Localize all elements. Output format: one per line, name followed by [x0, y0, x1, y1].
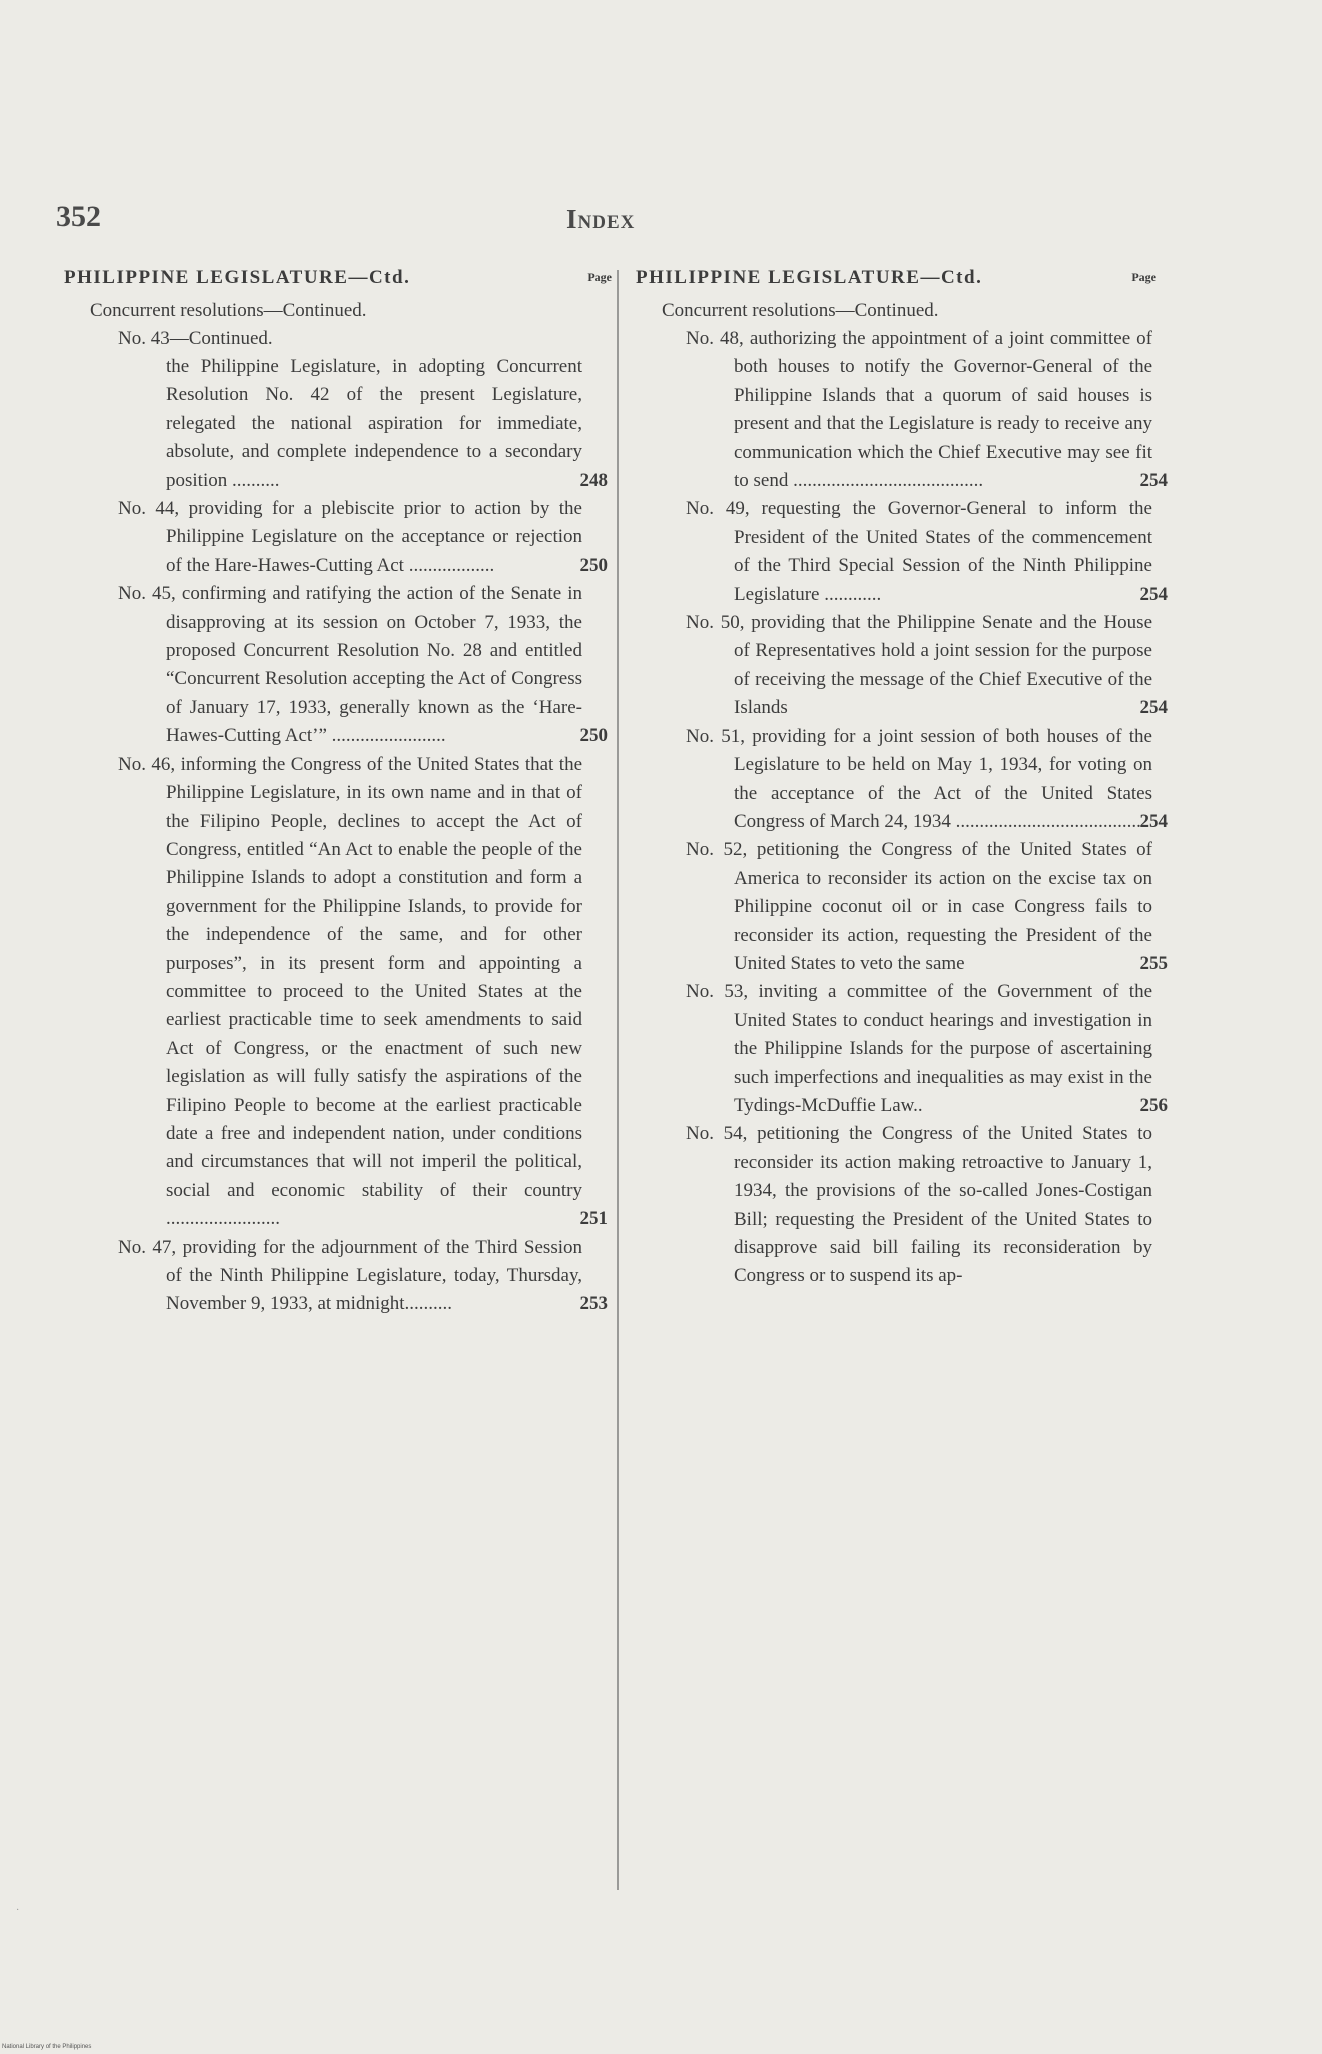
- index-entry: [636, 836, 1168, 978]
- index-entry-continuation: [64, 353, 608, 495]
- entry-text: No. 48, authorizing the appointment of a joint committee of both houses to notify the Governor-General of the Philippine Islands that a quorum of said houses is present and that the Legislature is ready to receive any communication which the Chief Executive may see fit to send ........................................: [686, 328, 1152, 492]
- entry-page: 248: [579, 469, 608, 491]
- entry-text: No. 49, requesting the Governor-General to inform the President of the United States of the commencement of the Third Special Session of the Ninth Philippine Legislature ............: [686, 498, 1152, 605]
- right-column-heading: PHILIPPINE LEGISLATURE—Ctd.: [636, 267, 983, 288]
- entry-page: 256: [1139, 1094, 1168, 1116]
- left-lead-entry: No. 43—Continued.: [118, 328, 273, 349]
- left-column: [64, 267, 612, 1319]
- index-entry: [64, 1234, 608, 1319]
- entry-text: No. 52, petitioning the Congress of the United States of America to reconsider its action on the excise tax on Philippine coconut oil or in case Congress fails to reconsider its action, requesting the President of the United States to veto the same: [686, 839, 1152, 974]
- entry-text: No. 45, confirming and ratifying the action of the Senate in disapproving at its session on October 7, 1933, the proposed Concurrent Resolution No. 28 and entitled “Concurrent Resolution accepting the Act of Congress of January 17, 1933, generally known as the ‘Hare-Hawes-Cutting Act’” ........................: [118, 583, 582, 747]
- entry-page: 254: [1139, 470, 1168, 492]
- entry-text: the Philippine Legislature, in adopting Concurrent Resolution No. 42 of the present Legislature, relegated the national aspiration for immediate, absolute, and complete independence to a secondary position ..........: [166, 356, 582, 491]
- scan-artifact: ·: [16, 1905, 20, 1916]
- right-heading-row: [636, 267, 1156, 297]
- right-subheading: Concurrent resolutions—Continued.: [662, 300, 939, 321]
- entry-text: No. 54, petitioning the Congress of the United States to reconsider its action making retroactive to January 1, 1934, the provisions of the so-called Jones-Costigan Bill; requesting the President of the United States to disapprove said bill failing its reconsideration by Congress or to suspend its ap-: [686, 1123, 1152, 1287]
- entry-text: No. 50, providing that the Philippine Senate and the House of Representatives hold a joint session for the purpose of receiving the message of the Chief Executive of the Islands: [686, 612, 1152, 719]
- entry-page: 254: [1139, 697, 1168, 719]
- left-page-label: Page: [587, 270, 612, 284]
- entry-page: 250: [579, 554, 608, 576]
- left-column-heading: PHILIPPINE LEGISLATURE—Ctd.: [64, 267, 411, 288]
- index-entry: [636, 723, 1168, 837]
- entry-text: No. 47, providing for the adjournment of the Third Session of the Ninth Philippine Legislature, today, Thursday, November 9, 1933, at midnight..........: [118, 1236, 582, 1315]
- right-column: [636, 267, 1168, 1291]
- index-entry: [636, 1120, 1156, 1290]
- index-entry: [636, 325, 1168, 495]
- entry-text: No. 44, providing for a plebiscite prior to action by the Philippine Legislature on the acceptance or rejection of the Hare-Hawes-Cutting Act ..................: [118, 498, 582, 576]
- page-number: 352: [56, 200, 101, 233]
- entry-page: 255: [1139, 952, 1168, 974]
- column-divider: [617, 270, 619, 1890]
- entry-text: No. 51, providing for a joint session of both houses of the Legislature to be held on May 1, 1934, for voting on the acceptance of the Act of the United States Congress of March 24, 1934 ........................................: [686, 725, 1152, 832]
- right-page-label: Page: [1131, 270, 1156, 284]
- index-entry: [64, 580, 608, 750]
- index-entry: [636, 609, 1168, 723]
- left-subheading: Concurrent resolutions—Continued.: [90, 300, 367, 321]
- footer-watermark: National Library of the Philippines: [2, 2044, 92, 2050]
- left-heading-row: [64, 267, 612, 297]
- index-entry: [64, 751, 608, 1234]
- entry-page: 250: [579, 725, 608, 747]
- running-head: Index: [566, 204, 636, 234]
- entry-page: 254: [1139, 583, 1168, 605]
- entry-page: 251: [579, 1208, 608, 1230]
- index-entry: [64, 495, 608, 580]
- entry-page: 254: [1139, 810, 1168, 832]
- index-entry: [636, 978, 1168, 1120]
- entry-text: No. 53, inviting a committee of the Government of the United States to conduct hearings and investigation in the Philippine Islands for the purpose of ascertaining such imperfections and inequalities as may exist in the Tydings-McDuffie Law..: [686, 981, 1152, 1116]
- entry-page: 253: [579, 1293, 608, 1315]
- entry-text: No. 46, informing the Congress of the United States that the Philippine Legislature, in its own name and in that of the Filipino People, declines to accept the Act of Congress, entitled “An Act to enable the people of the Philippine Islands to adopt a constitution and form a government for the Philippine Islands, to provide for the independence of the same, and for other purposes”, in its present form and appointing a committee to proceed to the United States at the earliest practicable time to seek amendments to said Act of Congress, or the enactment of such new legislation as will fully satisfy the aspirations of the Filipino People to become at the earliest practicable date a free and independent nation, under conditions and circumstances that will not imperil the political, social and economic stability of their country ........................: [118, 753, 582, 1230]
- index-entry: [636, 495, 1168, 609]
